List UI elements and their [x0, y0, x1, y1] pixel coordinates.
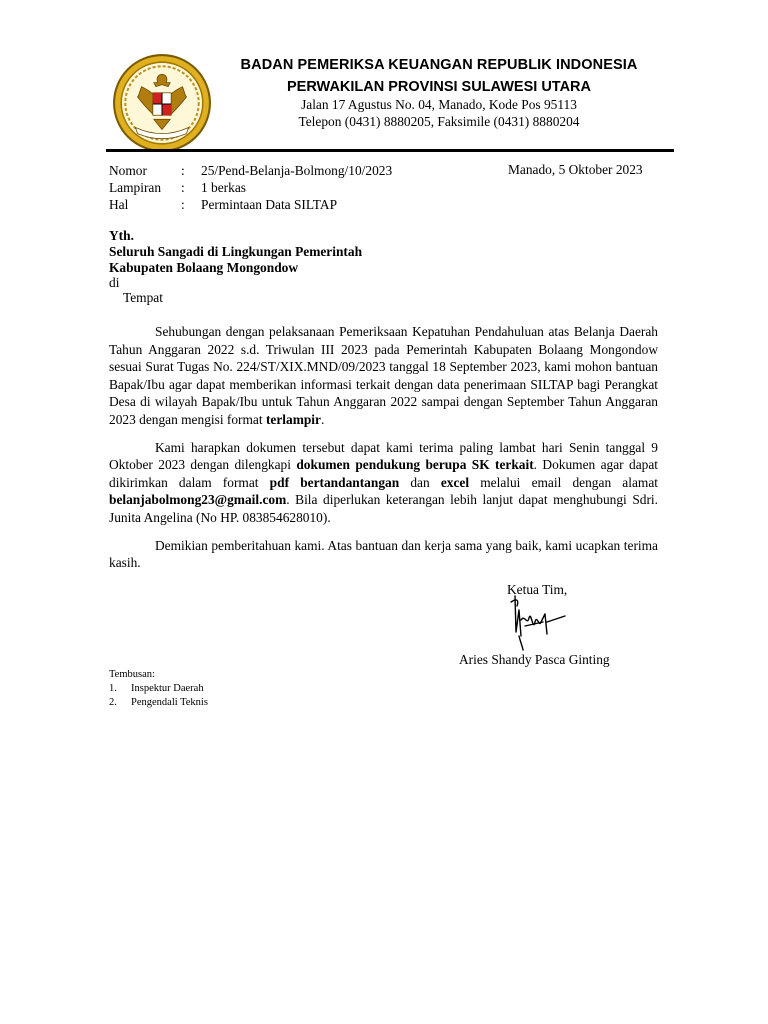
recipient-line-1: Seluruh Sangadi di Lingkungan Pemerintah [109, 244, 363, 259]
office-phone: Telepon (0431) 8880205, Faksimile (0431) 8880204 [298, 114, 580, 129]
paragraph-2-bold-pdf: pdf bertandantangan [269, 474, 400, 490]
paragraph-2-text-b: . Dokumen agar dapat dikirimkan dalam format [109, 457, 658, 490]
paragraph-2-text-d: melalui email dengan alamat [469, 474, 658, 490]
office-name: PERWAKILAN PROVINSI SULAWESI UTARA [287, 79, 591, 95]
paragraph-1-text: Sehubungan dengan pelaksanaan Pemeriksaan Kepatuhan Pendahuluan atas Belanja Daerah Tahun Anggaran 2022 s.d. Triwulan III 2023 pada Pemerintah Kabupaten Bolaang Mongondow sesuai Surat Tugas No. 224/ST/XIX.MND/09/2023 tanggal 18 September 2023, kami mohon bantuan Bapak/Ibu agar dapat memberikan informasi terkait dengan data penerimaan SILTAP bagi Perangkat Desa di wilayah Bapak/Ibu untuk Tahun Anggaran 2022 sampai dengan September Tahun Anggaran 2023 dengan mengisi format [109, 324, 658, 427]
signer-name: Aries Shandy Pasca Ginting [459, 652, 610, 667]
cc-item-number: 2. [109, 697, 117, 708]
cc-item [109, 696, 208, 710]
paragraph-2-text-a: Kami harapkan dokumen tersebut dapat kami terima paling lambat hari Senin tanggal 9 Oktober 2023 dengan dilengkapi [109, 439, 658, 472]
recipient-di: di [109, 275, 120, 290]
paragraph-2-bold-excel: excel [440, 474, 470, 490]
recipient-place: Tempat [123, 290, 163, 305]
letter-body [109, 323, 658, 582]
contact-email: belanjabolmong23@gmail.com [109, 492, 287, 507]
lampiran-label: Lampiran [109, 180, 162, 195]
nomor-value: 25/Pend-Belanja-Bolmong/10/2023 [201, 163, 393, 178]
paragraph-3 [109, 537, 658, 572]
paragraph-1 [109, 323, 658, 428]
paragraph-3-text: Demikian pemberitahuan kami. Atas bantuan dan kerja sama yang baik, kami ucapkan terima kasih. [109, 537, 658, 570]
recipient-yth: Yth. [109, 228, 134, 243]
nomor-colon: : [181, 163, 185, 178]
hal-value: Permintaan Data SILTAP [201, 197, 338, 212]
recipient-line-2: Kabupaten Bolaang Mongondow [109, 260, 299, 275]
lampiran-colon: : [181, 180, 185, 195]
letterhead-divider [106, 149, 674, 152]
lampiran-value: 1 berkas [201, 180, 246, 195]
paragraph-1-bold: terlampir [265, 411, 321, 427]
nomor-label: Nomor [109, 163, 147, 178]
cc-block [109, 668, 208, 710]
cc-list [109, 682, 208, 710]
handwritten-signature [505, 592, 577, 652]
signer-role: Ketua Tim, [507, 582, 568, 597]
cc-item-number: 1. [109, 683, 117, 694]
paragraph-2-text-e: . Bila diperlukan keterangan lebih lanjut dapat menghubungi Sdri. Junita Angelina (No HP. 083854628010). [109, 492, 658, 525]
paragraph-1-end: . [320, 411, 325, 427]
hal-label: Hal [109, 197, 129, 212]
cc-item-label: Inspektur Daerah [131, 683, 204, 694]
bpk-emblem-logo [111, 52, 213, 154]
hal-colon: : [181, 197, 185, 212]
office-address: Jalan 17 Agustus No. 04, Manado, Kode Pos 95113 [301, 97, 577, 112]
cc-item-label: Pengendali Teknis [131, 697, 208, 708]
paragraph-2-bold-documents: dokumen pendukung berupa SK terkait [296, 457, 534, 472]
cc-title: Tembusan: [109, 669, 155, 680]
cc-item [109, 682, 208, 696]
paragraph-2-text-c: dan [399, 474, 441, 490]
paragraph-2 [109, 439, 658, 527]
letter-date: Manado, 5 Oktober 2023 [508, 162, 643, 177]
org-name: BADAN PEMERIKSA KEUANGAN REPUBLIK INDONESIA [240, 57, 638, 73]
